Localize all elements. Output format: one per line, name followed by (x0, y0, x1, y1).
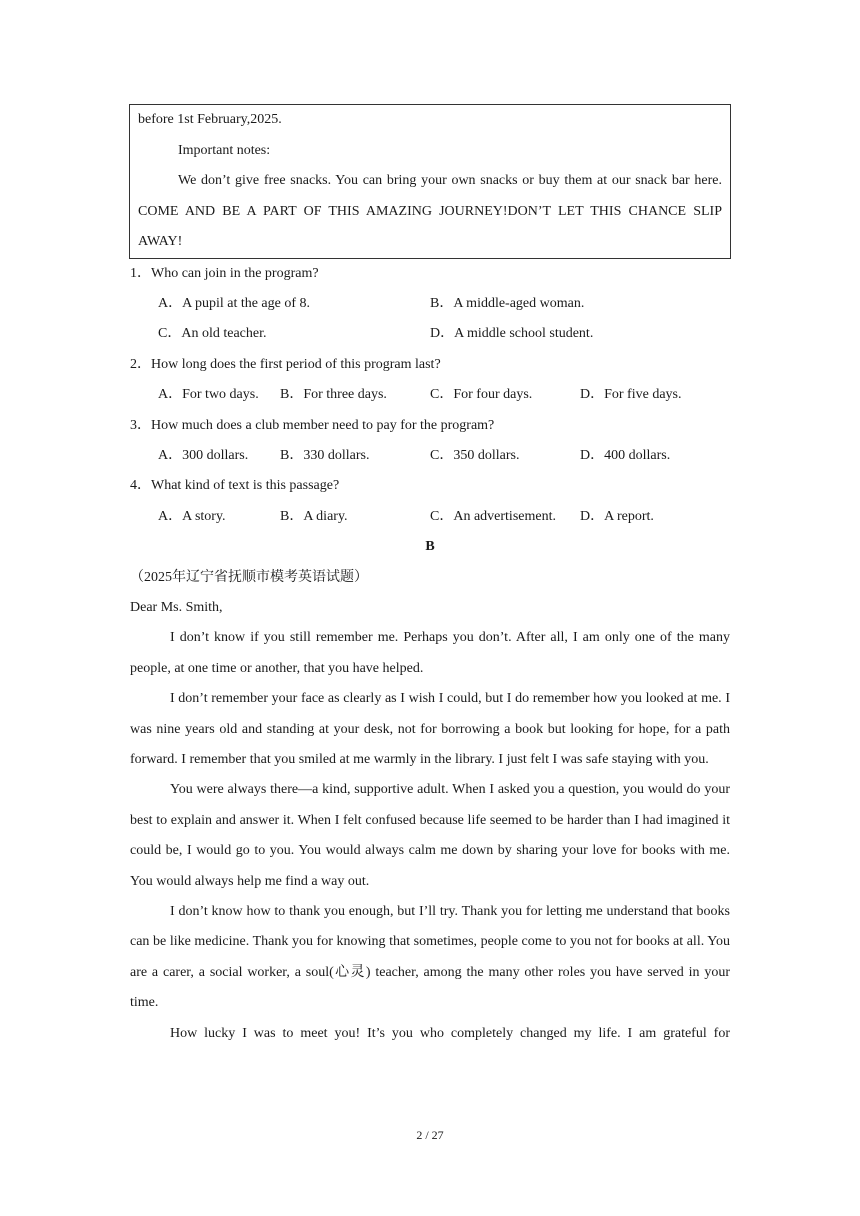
paragraph: I don’t know if you still remember me. Perhaps you don’t. After all, I am only one of the many people, at one time or another, that you have helped. (130, 630, 730, 676)
notice-box (129, 104, 731, 259)
option-b: B．A diary. (280, 508, 348, 524)
options-1b (130, 319, 730, 349)
paragraph: I don’t remember your face as clearly as I wish I could, but I do remember how you looked at me. I was nine years old and standing at your desk, not for borrowing a book but looking for hope, for a path forward. I remember that you smiled at me warmly in the library. I just felt I was safe staying with you. (130, 691, 730, 767)
option-b: B．For three days. (280, 387, 387, 403)
paragraph: I don’t know how to thank you enough, but I’ll try. Thank you for letting me understand that books can be like medicine. Thank you for knowing that sometimes, people come to you not for books at all. You are a carer, a social worker, a soul(心灵) teacher, among the many other roles you have served in your time. (130, 904, 730, 1011)
option-c: C．An old teacher. (158, 326, 267, 342)
notes-heading: Important notes: (178, 142, 271, 158)
question-4: 4．What kind of text is this passage? (130, 478, 340, 494)
notes-text: We don’t give free snacks. You can bring your own snacks or buy them at our snack bar here. COME AND BE A PART OF THIS AMAZING JOURNEY!DON’T LET THIS CHANCE SLIP AWAY! (138, 173, 722, 249)
option-d: D．400 dollars. (580, 447, 671, 463)
section-title: B (425, 539, 435, 555)
option-d: D．A report. (580, 508, 654, 524)
option-a: A．A story. (158, 508, 226, 524)
paragraph: How lucky I was to meet you! It’s you who completely changed my life. I am grateful for (170, 1025, 730, 1041)
options-4 (130, 502, 730, 532)
question-list (130, 259, 730, 533)
option-d: D．A middle school student. (430, 326, 594, 342)
option-a: A．300 dollars. (158, 447, 249, 463)
question-1: 1．Who can join in the program? (130, 265, 319, 281)
letter-greeting: Dear Ms. Smith, (130, 599, 223, 615)
option-a: A．A pupil at the age of 8. (158, 295, 311, 311)
option-b: B．A middle-aged woman. (430, 295, 585, 311)
option-c: C．350 dollars. (430, 447, 520, 463)
options-3 (130, 441, 730, 471)
page-content (130, 104, 730, 1049)
passage (130, 563, 730, 1050)
page-number: 2 / 27 (416, 1128, 444, 1142)
option-c: C．An advertisement. (430, 508, 556, 524)
option-b: B．330 dollars. (280, 447, 370, 463)
notice-line: before 1st February,2025. (138, 112, 282, 127)
options-1 (130, 289, 730, 319)
option-a: A．For two days. (158, 387, 259, 403)
option-d: D．For five days. (580, 387, 682, 403)
options-2 (130, 380, 730, 410)
question-2: 2．How long does the first period of this program last? (130, 356, 441, 372)
source-note: （2025年辽宁省抚顺市模考英语试题） (130, 569, 368, 585)
option-c: C．For four days. (430, 387, 533, 403)
question-3: 3．How much does a club member need to pay for the program? (130, 417, 495, 433)
paragraph: You were always there—a kind, supportive adult. When I asked you a question, you would do your best to explain and answer it. When I felt confused because life seemed to be harder than I had imagined it could be, I would go to you. You would always calm me down by sharing your love for books with me. You would always help me find a way out. (130, 782, 730, 889)
